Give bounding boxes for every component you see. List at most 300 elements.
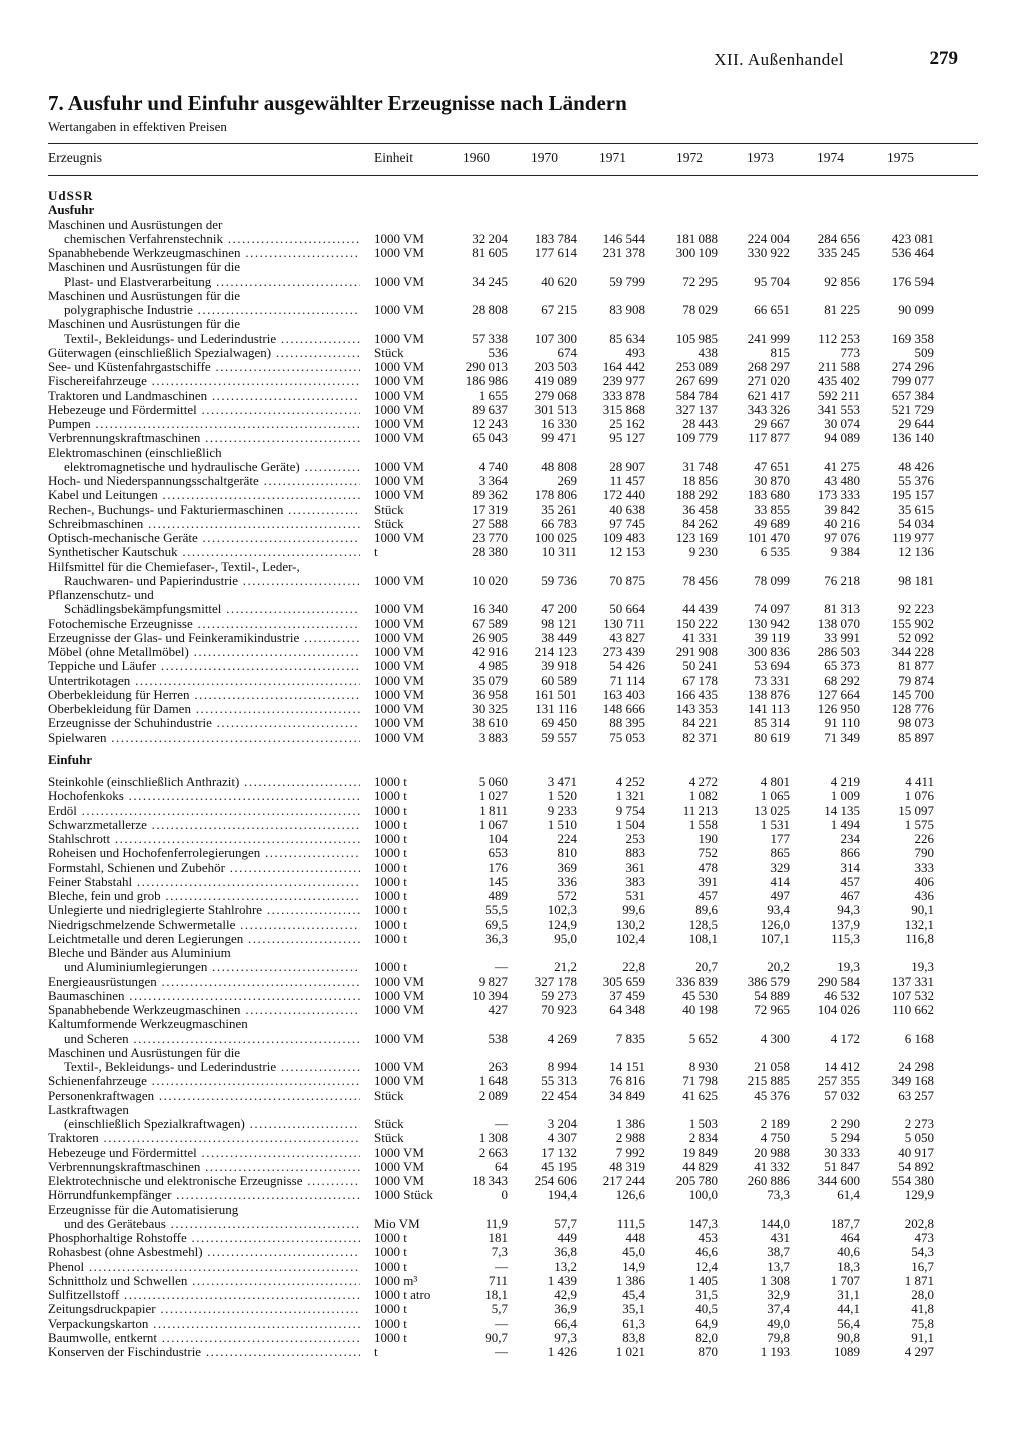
value-cell: 1 321 [615,788,645,804]
value-cell: 27 588 [472,515,508,531]
value-cell: 64 348 [609,1002,645,1017]
table-row [0,1217,1024,1231]
value-cell: — [495,959,508,975]
value-cell: 181 [488,1230,508,1245]
value-cell: 269 [557,473,577,488]
value-cell: 1 504 [615,816,645,832]
chapter-title: XII. Außenhandel [714,50,844,69]
value-cell: 279 068 [534,387,577,403]
value-cell: 31,5 [695,1287,718,1302]
value-cell: 14 135 [824,802,860,818]
value-cell: 112 253 [818,330,860,346]
value-cell: 71 798 [682,1073,718,1089]
value-cell: 117 877 [748,430,790,446]
unit-cell: t [374,1344,378,1359]
value-cell: 131 116 [535,701,577,716]
table-row [0,1317,1024,1331]
value-cell: 423 081 [891,230,934,246]
unit-cell: 1000 t [374,802,407,818]
table-row [0,488,1024,502]
unit-cell: 1000 VM [374,473,424,488]
value-cell: 711 [488,1272,508,1288]
table-row [0,775,1024,789]
table-row [0,1174,1024,1188]
value-cell: 21,2 [554,959,577,975]
value-cell: 40 638 [609,501,645,517]
value-cell: 657 384 [891,387,934,403]
value-cell: 1 386 [615,1272,645,1288]
unit-cell: 1000 VM [374,601,424,617]
value-cell: 136 140 [891,430,934,446]
value-cell: 35 615 [898,501,934,517]
value-cell: 146 544 [602,230,645,246]
value-cell: 263 [488,1059,508,1074]
product-name: Untertrikotagen ..... [48,674,360,688]
value-cell: 10 311 [541,544,577,560]
table-row [0,332,1024,346]
value-cell: 54,3 [911,1244,934,1260]
table-row-label-continued [0,260,1024,274]
value-cell: 211 588 [818,359,860,374]
product-name: Stahlschrott ..... [48,832,360,846]
value-cell: 150 222 [675,615,718,631]
value-cell: 4 252 [615,774,645,789]
value-cell: 865 [770,845,790,861]
value-cell: 102,3 [547,902,577,918]
value-cell: 178 806 [534,487,577,503]
unit-cell: 1000 VM [374,1002,424,1017]
value-cell: 215 885 [747,1073,790,1089]
value-cell: 57,7 [554,1215,577,1231]
product-name: Spanabhebende Werkzeugmaschinen ..... [48,246,360,260]
product-name: Oberbekleidung für Herren ..... [48,688,360,702]
value-cell: 11 213 [682,802,718,818]
value-cell: 40 620 [541,273,577,289]
value-cell: 18 856 [682,473,718,488]
value-cell: 4 411 [905,774,934,789]
product-name: Pumpen ..... [48,417,360,431]
product-name: Roheisen und Hochofenferrolegierungen ..... [48,846,360,860]
product-name: Sulfitzellstoff ..... [48,1288,360,1302]
table-body [0,189,1024,1359]
value-cell: 1 308 [478,1130,508,1146]
table-subtitle: Wertangaben in effektiven Preisen [48,119,227,134]
table-row [0,674,1024,688]
value-cell: 104 [488,831,508,846]
value-cell: 457 [840,873,860,889]
unit-cell: 1000 VM [374,359,424,374]
value-cell: 33 855 [754,501,790,517]
value-cell: 866 [840,845,860,861]
value-cell: 48 808 [541,458,577,474]
value-cell: 16 340 [472,601,508,617]
product-name: See- und Küstenfahrgastschiffe ..... [48,360,360,374]
table-row [0,1117,1024,1131]
value-cell: 291 908 [675,644,718,659]
value-cell: 284 656 [817,230,860,246]
value-cell: 128,5 [688,916,718,932]
table-row [0,403,1024,417]
value-cell: 84 262 [682,515,718,531]
value-cell: 427 [488,1002,508,1017]
value-cell: 41 625 [682,1087,718,1103]
value-cell: 13 025 [754,802,790,818]
table-row [0,1274,1024,1288]
value-cell: 301 513 [534,401,577,417]
value-cell: 45,4 [622,1287,645,1302]
value-cell: 1 520 [547,788,577,804]
value-cell: 241 999 [747,330,790,346]
table-row [0,1089,1024,1103]
value-cell: 1 308 [760,1272,790,1288]
page-number: 279 [929,48,958,69]
unit-cell: 1000 m³ [374,1272,418,1288]
value-cell: 39 918 [541,658,577,674]
value-cell: 8 930 [688,1059,718,1074]
value-cell: 59 273 [541,987,577,1003]
product-name: Hörrundfunkempfänger ..... [48,1188,360,1202]
value-cell: 35 079 [472,672,508,688]
table-row [0,574,1024,588]
value-cell: — [495,1258,508,1274]
value-cell: 93,4 [767,902,790,918]
value-cell: 85 314 [754,715,790,731]
value-cell: 3 364 [478,473,508,488]
product-name: Baumaschinen ..... [48,989,360,1003]
product-name: Bleche, fein und grob ..... [48,889,360,903]
subsection-heading [0,753,1024,767]
value-cell: 674 [557,344,577,360]
value-cell: 315 868 [602,401,645,417]
product-name: Schreibmaschinen ..... [48,517,360,531]
value-cell: 81 313 [824,601,860,617]
table-row [0,903,1024,917]
unit-cell: 1000 VM [374,302,424,317]
table-row [0,702,1024,716]
value-cell: 13,2 [554,1258,577,1274]
value-cell: 621 417 [747,387,790,403]
unit-cell: 1000 VM [374,1073,424,1089]
value-cell: 2 834 [688,1130,718,1146]
value-cell: 536 464 [891,245,934,260]
table-row [0,246,1024,260]
table-row [0,1302,1024,1316]
value-cell: 464 [840,1230,860,1245]
value-cell: 66 651 [754,302,790,317]
header-year: 1970 [531,150,558,165]
value-cell: 9 230 [688,544,718,560]
value-cell: 88 395 [609,715,645,731]
value-cell: 81 877 [898,658,934,674]
unit-cell: 1000 VM [374,629,424,645]
value-cell: 70 875 [609,572,645,588]
value-cell: 290 013 [465,359,508,374]
value-cell: 224 004 [747,230,790,246]
product-name: Steinkohle (einschließlich Anthrazit) ..... [48,775,360,789]
value-cell: 205 780 [675,1173,718,1188]
value-cell: 883 [625,845,645,861]
value-cell: 37,4 [767,1301,790,1317]
value-cell: 369 [557,859,577,875]
value-cell: 572 [557,888,577,903]
product-name: Baumwolle, entkernt ..... [48,1331,360,1345]
value-cell: 55,5 [485,902,508,918]
product-name: Kaltumformende Werkzeugmaschinen [48,1017,248,1032]
value-cell: 5 652 [688,1030,718,1046]
product-name: Hilfsmittel für die Chemiefaser-, Textil-, Leder-, [48,559,300,574]
value-cell: 20 988 [754,1144,790,1160]
header-top-rule [48,143,978,144]
table-row [0,989,1024,1003]
value-cell: 45 530 [682,987,718,1003]
value-cell: 76 816 [609,1073,645,1089]
value-cell: 48 319 [609,1158,645,1174]
value-cell: 22,8 [622,959,645,975]
table-row [0,1331,1024,1345]
value-cell: 4 297 [904,1344,934,1359]
value-cell: 4 307 [547,1130,577,1146]
value-cell: 195 157 [891,487,934,503]
value-cell: 8 994 [547,1059,577,1074]
value-cell: 453 [698,1230,718,1245]
value-cell: 132,1 [904,916,934,932]
value-cell: 46,6 [695,1244,718,1260]
value-cell: 65 373 [824,658,860,674]
value-cell: 12 153 [609,544,645,560]
value-cell: 3 204 [547,1116,577,1131]
value-cell: 493 [625,344,645,360]
value-cell: 111,5 [616,1215,645,1231]
table-row [0,846,1024,860]
unit-cell: 1000 VM [374,686,424,702]
value-cell: 70 923 [541,1002,577,1017]
value-cell: 343 326 [747,401,790,417]
table-title: 7. Ausfuhr und Einfuhr ausgewählter Erzeugnisse nach Ländern [48,91,627,115]
value-cell: 6 535 [760,544,790,560]
value-cell: 46 532 [824,987,860,1003]
value-cell: 109 779 [675,430,718,446]
value-cell: 31 748 [682,458,718,474]
value-cell: 790 [914,845,934,861]
table-row [0,975,1024,989]
value-cell: 16 330 [541,416,577,431]
value-cell: 239 977 [602,373,645,389]
value-cell: — [495,1116,508,1131]
table-row [0,1160,1024,1174]
value-cell: 95 704 [754,273,790,289]
unit-cell: 1000 VM [374,672,424,688]
value-cell: 267 699 [675,373,718,389]
value-cell: 29 644 [898,416,934,431]
table-row [0,389,1024,403]
header-year: 1972 [676,150,703,165]
unit-cell: Stück [374,344,404,360]
value-cell: 4 272 [688,774,718,789]
value-cell: 214 123 [534,644,577,659]
table-row [0,360,1024,374]
value-cell: 65 043 [472,430,508,446]
value-cell: 9 233 [547,802,577,818]
unit-cell: 1000 VM [374,416,424,431]
value-cell: 54 034 [898,515,934,531]
row-spacer [0,745,1024,753]
table-row [0,545,1024,559]
table-row [0,503,1024,517]
value-cell: 327 137 [675,401,718,417]
section-heading [0,189,1024,203]
value-cell: 253 089 [675,359,718,374]
value-cell: — [495,1344,508,1359]
value-cell: 75 053 [609,729,645,745]
header-year: 1974 [817,150,844,165]
table-row [0,417,1024,431]
table-row [0,474,1024,488]
value-cell: 98 181 [898,572,934,588]
unit-cell: 1000 VM [374,330,424,346]
value-cell: 203 503 [534,359,577,374]
product-name: Ausfuhr [48,203,95,218]
table-row [0,889,1024,903]
value-cell: 12 243 [472,416,508,431]
product-name: Maschinen und Ausrüstungen für die [48,317,241,332]
value-cell: 145 [488,873,508,889]
value-cell: 85 634 [609,330,645,346]
product-name: Schwarzmetallerze ..... [48,818,360,832]
value-cell: 457 [698,888,718,903]
value-cell: 84 221 [682,715,718,731]
unit-cell: 1000 VM [374,615,424,631]
value-cell: 137,9 [830,916,860,932]
unit-cell: 1000 VM [374,658,424,674]
value-cell: 11,9 [485,1215,508,1231]
value-cell: 17 319 [472,501,508,517]
value-cell: 68 292 [824,672,860,688]
product-name: Personenkraftwagen ..... [48,1089,360,1103]
value-cell: 28 380 [472,544,508,560]
value-cell: 38,7 [767,1244,790,1260]
table-row [0,1074,1024,1088]
unit-cell: Stück [374,501,404,517]
value-cell: 52 092 [898,629,934,645]
value-cell: 1 405 [688,1272,718,1288]
value-cell: 36 958 [472,686,508,702]
product-name: Rechen-, Buchungs- und Fakturiermaschinen ..... [48,503,360,517]
value-cell: 2 663 [478,1144,508,1160]
value-cell: 254 606 [534,1173,577,1188]
table-row-label-continued [0,446,1024,460]
value-cell: 78 029 [682,302,718,317]
value-cell: 181 088 [675,230,718,246]
value-cell: 28 907 [609,458,645,474]
product-name: Erdöl ..... [48,804,360,818]
product-name: Zeitungsdruckpapier ..... [48,1302,360,1316]
value-cell: 467 [840,888,860,903]
value-cell: 9 384 [830,544,860,560]
value-cell: 799 077 [891,373,934,389]
value-cell: 536 [488,344,508,360]
value-cell: 90,7 [485,1329,508,1345]
value-cell: 64 [495,1158,508,1174]
value-cell: 810 [557,845,577,861]
value-cell: 47 651 [754,458,790,474]
value-cell: 79,8 [767,1329,790,1345]
value-cell: 67 589 [472,615,508,631]
product-name: Hoch- und Niederspannungsschaltgeräte ..... [48,474,360,488]
value-cell: 107 300 [534,330,577,346]
value-cell: 83 908 [609,302,645,317]
value-cell: 23 770 [472,530,508,545]
value-cell: 61,4 [837,1187,860,1203]
value-cell: 107,1 [760,930,790,946]
value-cell: 473 [914,1230,934,1245]
value-cell: 176 [488,859,508,875]
value-cell: 1 575 [904,816,934,832]
value-cell: 130 711 [603,615,645,631]
value-cell: 815 [770,344,790,360]
value-cell: 54 892 [898,1158,934,1174]
value-cell: 67 178 [682,672,718,688]
unit-cell: 1000 t [374,831,407,846]
value-cell: 1 510 [547,816,577,832]
unit-cell: 1000 VM [374,1158,424,1174]
value-cell: 419 089 [534,373,577,389]
table-row-label-continued [0,560,1024,574]
value-cell: 116,8 [905,930,934,946]
value-cell: 1 811 [479,802,508,818]
value-cell: 81 225 [824,302,860,317]
table-row-label-continued [0,218,1024,232]
unit-cell: 1000 VM [374,273,424,289]
product-name: Hebezeuge und Fördermittel ..... [48,1146,360,1160]
value-cell: 41 332 [754,1158,790,1174]
value-cell: 56,4 [837,1315,860,1331]
value-cell: 148 666 [602,701,645,716]
value-cell: 257 355 [817,1073,860,1089]
product-name: Oberbekleidung für Damen ..... [48,702,360,716]
value-cell: 9 754 [615,802,645,818]
value-cell: 300 109 [675,245,718,260]
value-cell: 177 614 [534,245,577,260]
value-cell: 1 426 [547,1344,577,1359]
value-cell: 40 216 [824,515,860,531]
value-cell: 28 443 [682,416,718,431]
product-name: Schnittholz und Schwellen ..... [48,1274,360,1288]
product-name: Erzeugnisse für die Automatisierung [48,1202,239,1217]
value-cell: 137 331 [891,973,934,989]
value-cell: 11 457 [609,473,645,488]
value-cell: 1 707 [830,1272,860,1288]
value-cell: 108,1 [688,930,718,946]
value-cell: 92 856 [824,273,860,289]
unit-cell: 1000 t [374,859,407,875]
value-cell: 17 132 [541,1144,577,1160]
value-cell: 43 827 [609,629,645,645]
table-row [0,731,1024,745]
value-cell: 1 494 [830,816,860,832]
value-cell: 127 664 [817,686,860,702]
product-name: polygraphische Industrie ..... [64,303,360,317]
product-name: (einschließlich Spezialkraftwagen) ..... [64,1117,360,1131]
unit-cell: Stück [374,515,404,531]
product-name: chemischen Verfahrenstechnik ..... [64,232,360,246]
value-cell: 35,1 [622,1301,645,1317]
value-cell: 91,1 [911,1329,934,1345]
value-cell: 59 736 [541,572,577,588]
value-cell: 4 300 [760,1030,790,1046]
value-cell: 79 874 [898,672,934,688]
product-name: Formstahl, Schienen und Zubehör ..... [48,861,360,875]
value-cell: 35 261 [541,501,577,517]
